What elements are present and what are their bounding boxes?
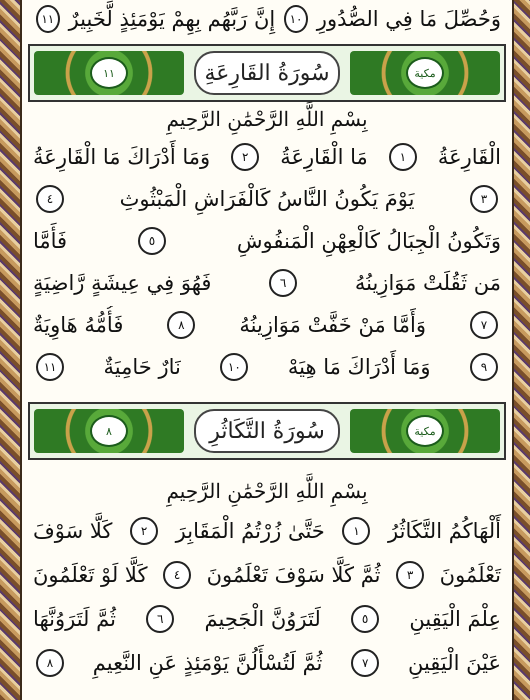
verse-text: وَتَكُونُ الْجِبَالُ كَالْعِهْنِ الْمَنفُوشِ	[236, 229, 501, 253]
ayah-number-marker: ٢	[231, 143, 259, 171]
ayah-number-marker: ٨	[167, 311, 195, 339]
verse-line	[30, 556, 504, 594]
verse-line	[30, 306, 504, 344]
ayah-number-marker: ١	[389, 143, 417, 171]
ayah-number-marker: ٣	[470, 185, 498, 213]
ayah-number-marker: ٥	[138, 227, 166, 255]
ayah-number-marker: ٣	[396, 561, 424, 589]
ayah-number-marker: ٩	[470, 353, 498, 381]
verse-text: حَتَّىٰ زُرْتُمُ الْمَقَابِرَ	[175, 519, 325, 543]
verse-text: كَلَّا سَوْفَ	[33, 519, 113, 543]
verse-line	[30, 600, 504, 638]
ayah-number-marker: ٦	[269, 269, 297, 297]
ornament-right	[350, 409, 500, 453]
verse-text: وَحُصِّلَ مَا فِي الصُّدُورِ	[316, 7, 501, 31]
verse-line	[30, 348, 504, 386]
basmala: بِسْمِ اللَّهِ الرَّحْمَٰنِ الرَّحِيمِ	[166, 479, 368, 503]
verse-text: تَعْلَمُونَ	[439, 563, 501, 587]
verse-text: ثُمَّ لَتَرَوُنَّهَا	[33, 607, 116, 631]
ayah-number-marker: ٧	[351, 649, 379, 677]
ayah-number-marker: ١١	[36, 5, 60, 33]
verse-text: عَيْنَ الْيَقِينِ	[407, 651, 501, 675]
surah-header-banner	[28, 402, 506, 460]
top-verse-line	[30, 0, 504, 38]
surah-title: سُورَةُ التَّكَاثُرِ	[194, 409, 340, 453]
ayah-number-marker: ٦	[146, 605, 174, 633]
ayah-count-medallion: ٨	[90, 415, 128, 447]
verse-text: فَأُمُّهُ هَاوِيَةٌ	[33, 313, 124, 337]
verse-text: وَمَا أَدْرَاكَ مَا هِيَهْ	[287, 355, 431, 379]
verse-line	[30, 222, 504, 260]
verse-text: أَلْهَاكُمُ التَّكَاثُرُ	[388, 519, 501, 543]
verse-line	[30, 644, 504, 682]
verse-text: لَتَرَوُنَّ الْجَحِيمَ	[204, 607, 321, 631]
ayah-number-marker: ٥	[351, 605, 379, 633]
verse-text: كَلَّا لَوْ تَعْلَمُونَ	[33, 563, 148, 587]
verse-line	[30, 264, 504, 302]
verse-text: ثُمَّ كَلَّا سَوْفَ تَعْلَمُونَ	[206, 563, 381, 587]
ayah-number-marker: ١١	[36, 353, 64, 381]
verse-line	[30, 512, 504, 550]
ayah-number-marker: ٨	[36, 649, 64, 677]
ornament-left	[34, 409, 184, 453]
verse-text: وَأَمَّا مَنْ خَفَّتْ مَوَازِينُهُ	[239, 313, 426, 337]
verse-text: نَارٌ حَامِيَةٌ	[103, 355, 181, 379]
revelation-type-medallion: مكية	[406, 415, 444, 447]
revelation-type-medallion: مكية	[406, 57, 444, 89]
ornament-right	[350, 51, 500, 95]
verse-text: وَمَا أَدْرَاكَ مَا الْقَارِعَةُ	[33, 145, 211, 169]
ayah-number-marker: ٤	[36, 185, 64, 213]
surah-title: سُورَةُ القَارِعَةِ	[194, 51, 340, 95]
ayah-count-medallion: ١١	[90, 57, 128, 89]
verse-text: يَوْمَ يَكُونُ النَّاسُ كَالْفَرَاشِ الْمَبْثُوثِ	[119, 187, 415, 211]
verse-line	[30, 180, 504, 218]
verse-text: مَن ثَقُلَتْ مَوَازِينُهُ	[354, 271, 501, 295]
verse-text: إِنَّ رَبَّهُم بِهِمْ يَوْمَئِذٍ لَّخَبِيرٌ	[68, 7, 276, 31]
verse-line	[30, 138, 504, 176]
ayah-number-marker: ١٠	[220, 353, 248, 381]
ayah-number-marker: ٢	[130, 517, 158, 545]
ayah-number-marker: ٤	[163, 561, 191, 589]
page-body	[20, 0, 514, 700]
ornament-left	[34, 51, 184, 95]
ayah-number-marker: ٧	[470, 311, 498, 339]
verse-text: ثُمَّ لَتُسْأَلُنَّ يَوْمَئِذٍ عَنِ النَّعِيمِ	[92, 651, 323, 675]
ayah-number-marker: ١	[342, 517, 370, 545]
verse-text: عِلْمَ الْيَقِينِ	[409, 607, 501, 631]
verse-text: مَا الْقَارِعَةُ	[280, 145, 368, 169]
basmala: بِسْمِ اللَّهِ الرَّحْمَٰنِ الرَّحِيمِ	[166, 107, 368, 131]
verse-text: فَهُوَ فِي عِيشَةٍ رَّاضِيَةٍ	[33, 271, 212, 295]
ayah-number-marker: ١٠	[284, 5, 308, 33]
verse-text: فَأَمَّا	[33, 229, 68, 253]
surah-header-banner	[28, 44, 506, 102]
verse-text: الْقَارِعَةُ	[437, 145, 501, 169]
